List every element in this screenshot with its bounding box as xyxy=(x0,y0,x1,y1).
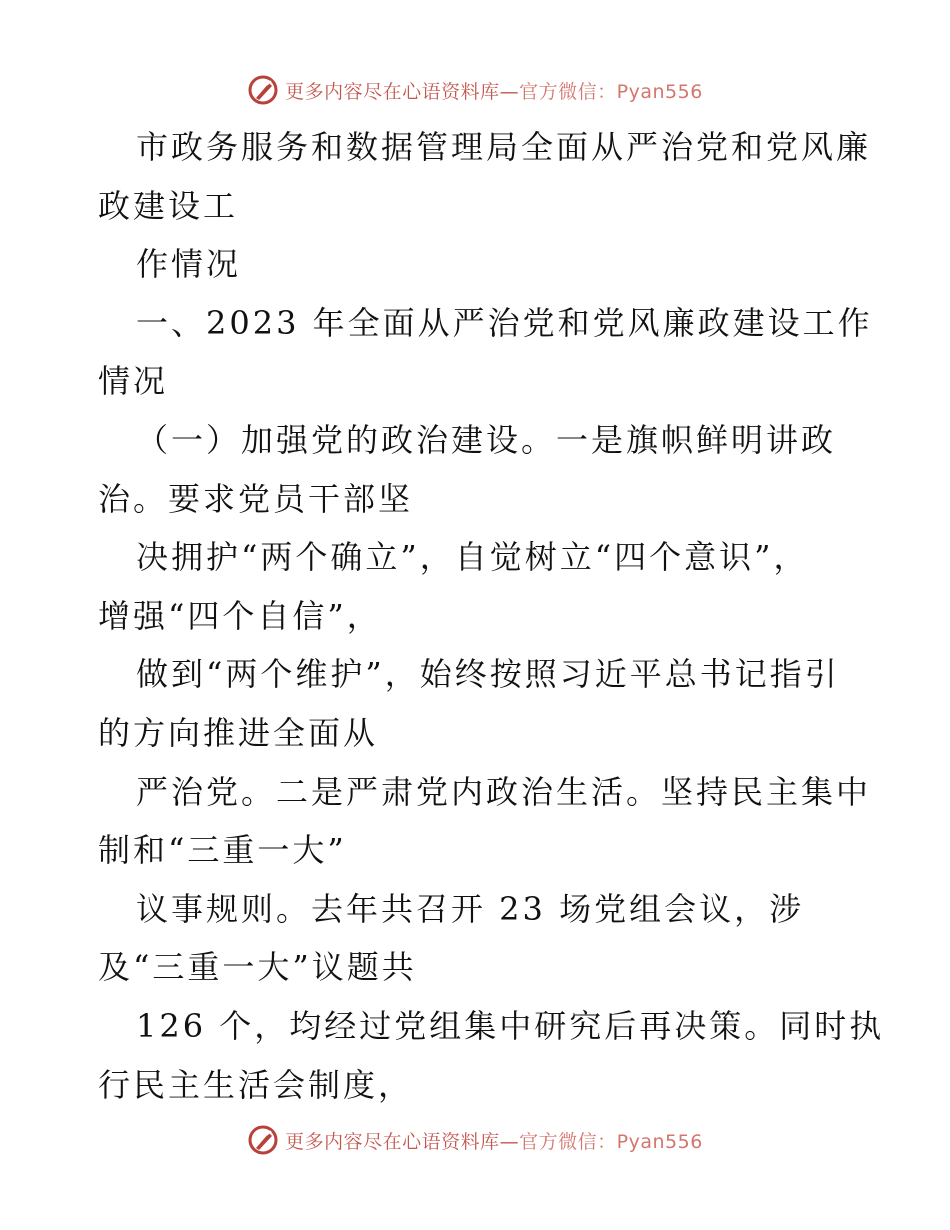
text-line: 情况 xyxy=(98,362,169,401)
text-line: 增强“四个自信”， xyxy=(98,596,382,635)
header-banner xyxy=(0,70,950,110)
text-line: 做到“两个维护”，始终按照习近平总书记指引 xyxy=(136,655,840,694)
text-line: 严治党。二是严肃党内政治生活。坚持民主集中 xyxy=(136,772,872,811)
header-banner-text: 更多内容尽在心语资料库—官方微信：Pyan556 xyxy=(285,80,703,103)
document-body xyxy=(98,118,885,1114)
text-line: 市政务服务和数据管理局全面从严治党和党风廉 xyxy=(136,128,872,166)
quill-logo-icon xyxy=(247,74,279,106)
quill-logo-icon xyxy=(247,1124,279,1156)
text-line: 及“三重一大”议题共 xyxy=(98,948,417,987)
text-line: 治。要求党员干部坚 xyxy=(98,479,414,518)
text-line: 作情况 xyxy=(136,245,242,284)
text-line: 制和“三重一大” xyxy=(98,831,347,870)
text-line: 一、2023 年全面从严治党和党风廉政建设工作 xyxy=(136,303,873,342)
text-line: 的方向推进全面从 xyxy=(98,713,379,752)
text-line: 政建设工 xyxy=(98,186,239,225)
footer-banner-text: 更多内容尽在心语资料库—官方微信：Pyan556 xyxy=(285,1130,703,1153)
text-line: （一）加强党的政治建设。一是旗帜鲜明讲政 xyxy=(136,420,837,459)
text-line: 126 个，均经过党组集中研究后再决策。同时执 xyxy=(136,1006,885,1045)
text-line: 决拥护“两个确立”，自觉树立“四个意识”， xyxy=(136,538,809,577)
footer-banner xyxy=(0,1120,950,1160)
text-line: 议事规则。去年共召开 23 场党组会议，涉 xyxy=(136,889,805,928)
text-line: 行民主生活会制度， xyxy=(98,1065,414,1104)
